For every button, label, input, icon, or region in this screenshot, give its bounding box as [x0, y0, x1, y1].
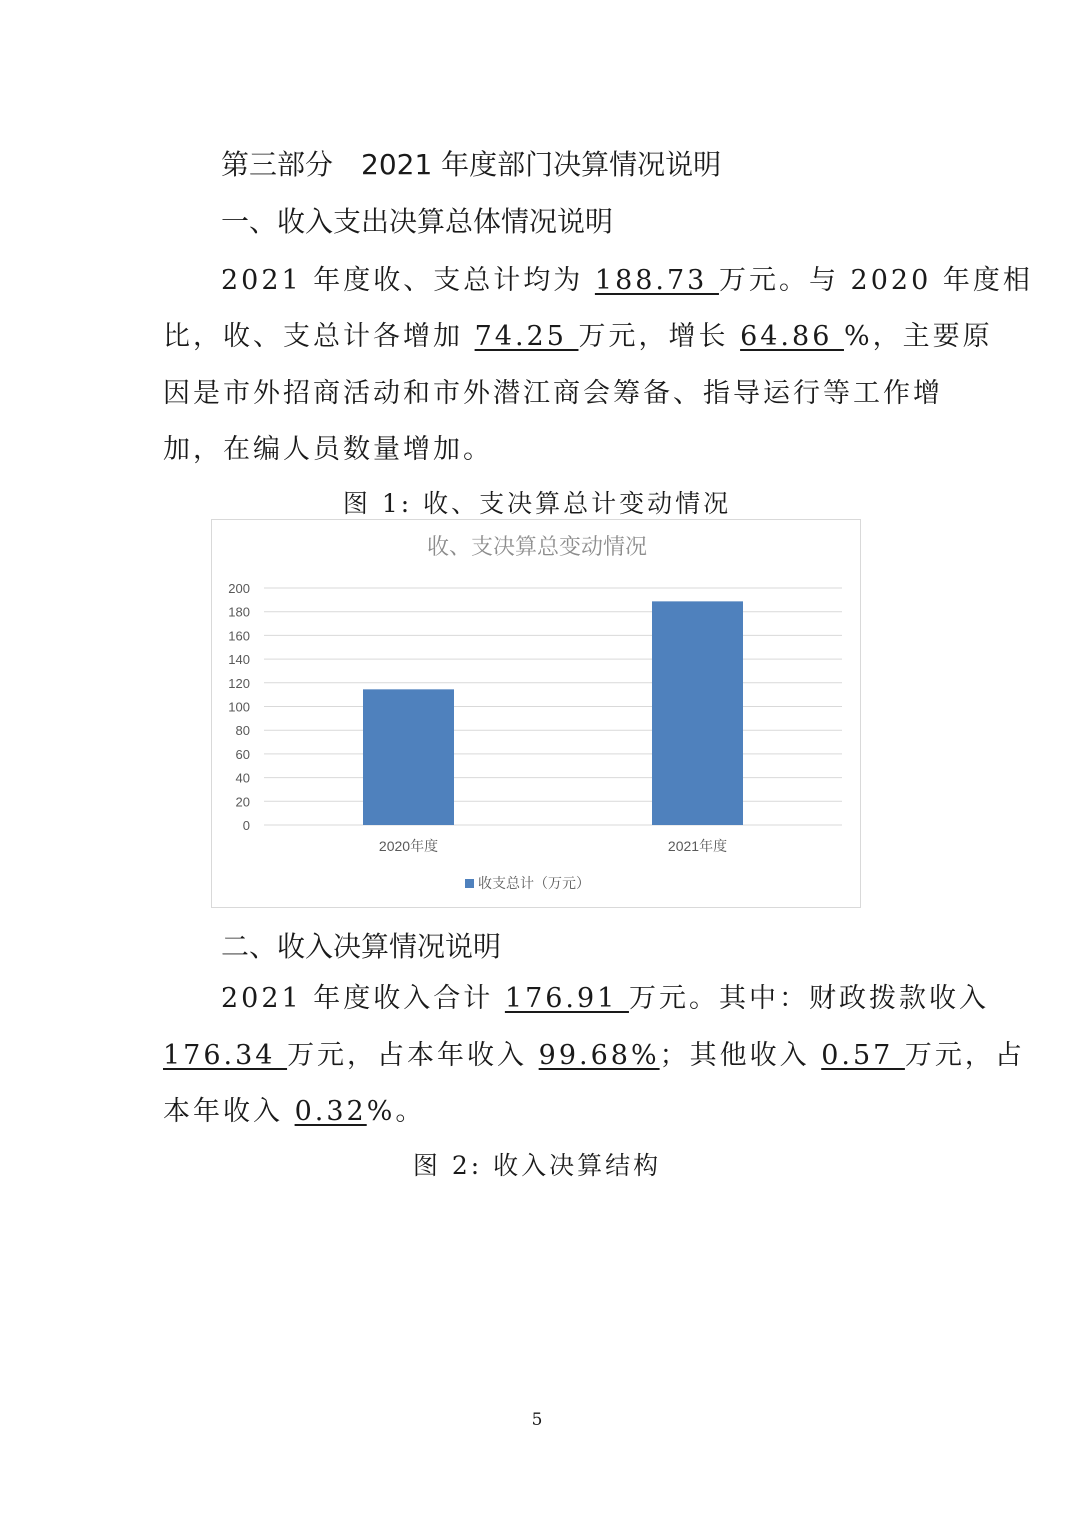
- figure1-caption: 图 1: 收、支决算总计变动情况: [342, 489, 732, 518]
- part-title: 2021 年度部门决算情况说明: [361, 148, 722, 181]
- section1-line4: 加，在编人员数量增加。: [163, 434, 493, 465]
- fiscal-allocation: 176.34: [163, 1040, 288, 1071]
- y-tick-label: 40: [235, 770, 250, 786]
- y-tick-label: 200: [228, 581, 250, 596]
- chart-title: 收、支决算总变动情况: [426, 534, 648, 559]
- page-number: 5: [531, 1410, 543, 1430]
- section2-line3: 本年收入 0.32%。: [163, 1096, 426, 1127]
- bar: [652, 601, 743, 825]
- section2-line1: 2021 年度收入合计 176.91 万元。其中：财政拨款收入: [221, 983, 989, 1014]
- section2-line2: 176.34 万元，占本年收入 99.68%；其他收入 0.57 万元，占: [163, 1040, 1025, 1071]
- y-tick-label: 120: [228, 675, 250, 691]
- section2-title: 二、收入决算情况说明: [221, 930, 502, 963]
- growth-rate: 64.86: [740, 321, 844, 352]
- bar: [363, 689, 454, 825]
- x-tick-label: 2021年度: [667, 838, 728, 854]
- y-tick-label: 160: [228, 628, 250, 644]
- chart-svg: [212, 520, 862, 909]
- section1-title: 一、收入支出决算总体情况说明: [221, 205, 614, 238]
- other-share: 0.32: [294, 1096, 367, 1127]
- x-tick-label: 2020年度: [378, 838, 439, 854]
- section1-line2: 比，收、支总计各增加 74.25 万元，增长 64.86 %，主要原: [163, 321, 993, 352]
- total-amount: 188.73: [594, 265, 719, 296]
- y-tick-label: 180: [228, 604, 250, 620]
- section1-line3: 因是市外招商活动和市外潜江商会筹备、指导运行等工作增: [163, 378, 943, 409]
- y-tick-label: 140: [228, 652, 250, 668]
- y-tick-label: 60: [235, 746, 250, 762]
- y-tick-label: 80: [235, 723, 250, 739]
- section1-line1: 2021 年度收、支总计均为 188.73 万元。与 2020 年度相: [221, 265, 1033, 296]
- figure2-caption: 图 2: 收入决算结构: [412, 1151, 662, 1180]
- fiscal-share: 99.68%: [538, 1040, 660, 1071]
- income-expense-chart: [211, 519, 861, 908]
- legend-label: 收支总计（万元）: [478, 875, 590, 891]
- legend-swatch: [465, 879, 474, 888]
- y-tick-label: 100: [228, 699, 250, 715]
- y-tick-label: 0: [242, 818, 250, 833]
- increase-amount: 74.25: [474, 321, 579, 352]
- income-total: 176.91: [504, 983, 629, 1014]
- y-tick-label: 20: [235, 794, 250, 810]
- part-heading: [221, 143, 721, 183]
- other-income: 0.57: [821, 1040, 905, 1071]
- part-label: 第三部分: [221, 148, 334, 181]
